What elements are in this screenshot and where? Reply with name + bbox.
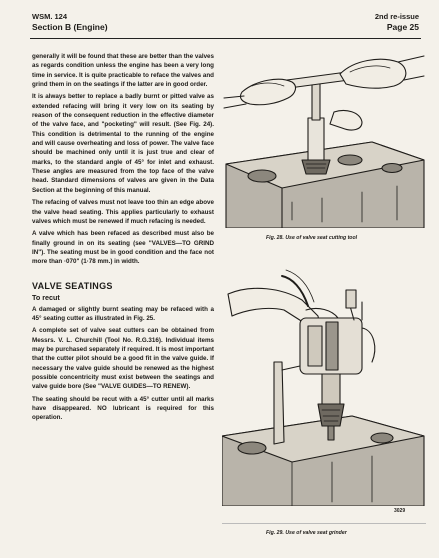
header-left [32,12,108,32]
paragraph-7: The seating should be recut with a 45° cutter until all marks have disappeared. NO lubricant is required for this operation. [32,395,214,422]
page-number: Page 25 [386,22,419,32]
sub-heading: To recut [32,292,60,302]
figure-29-caption: Fig. 29. Use of valve seat grinder [266,530,347,536]
issue-label: 2nd re-issue [374,12,419,21]
paragraph-2: It is always better to replace a badly burnt or pitted valve as extended refacing will bring it very low on its seating by reason of the consequent reduction in the effective diameter of the valve face, and "pocketing" will result. (See Fig. 24). This condition is detrimental to the running of the engine and will cause overheating and loss of power. The valve face should be machined only until it is just true and clear of marks, to the standard angle of 45° for inlet and exhaust. These angles are measured from the top face of the valve head. Standard dimensions of valves are given in the Data Section at the beginning of this manual. [32,93,214,194]
header-right [375,12,419,32]
manual-code: WSM. 124 [32,12,68,21]
paragraph-5: A damaged or slightly burnt seating may be refaced with a 45° seating cutter as illustrated in Fig. 25. [32,305,214,322]
paragraph-3: The refacing of valves must not leave too thin an edge above the valve head seating. This applies particularly to exhaust valves which must be renewed if much refacing is needed. [32,199,214,225]
figure-28-caption: Fig. 28. Use of valve seat cutting tool [266,235,358,241]
paragraph-4: A valve which has been refaced as described must also be finally ground in on its seating (see "VALVES—TO GRIND IN"). The seating must be in good condition and the face not more than ·070" (1·78 mm.) in width. [32,230,214,266]
section-heading: VALVE SEATINGS [32,280,113,291]
section-title: Section B (Engine) [32,22,108,32]
figure-28-illustration [222,52,426,228]
figure-29-number: 3029 [394,508,406,514]
header-rule [30,38,421,39]
text-column [32,52,214,426]
paragraph-1: generally it will be found that these are better than the valves as regards condition unless the engine has been a very long time in service. It is quite practicable to reface the valves and grind them in on the seatings if the latter are in good order. [32,53,214,89]
figure-29-rule [222,523,426,524]
page-header [32,12,419,38]
paragraph-6: A complete set of valve seat cutters can be obtained from Messrs. V. L. Churchill (Tool No. R.G.316). Individual items may be purchased separately if required. It is most important that the cutter pilot should be a good fit in the valve guide. If necessary the valve guide should be renewed as the highest possible concentricity must exist between the seatings and valve guide bore (See "VALVE GUIDES—TO RENEW). [32,327,214,391]
figure-29-illustration [222,266,426,506]
